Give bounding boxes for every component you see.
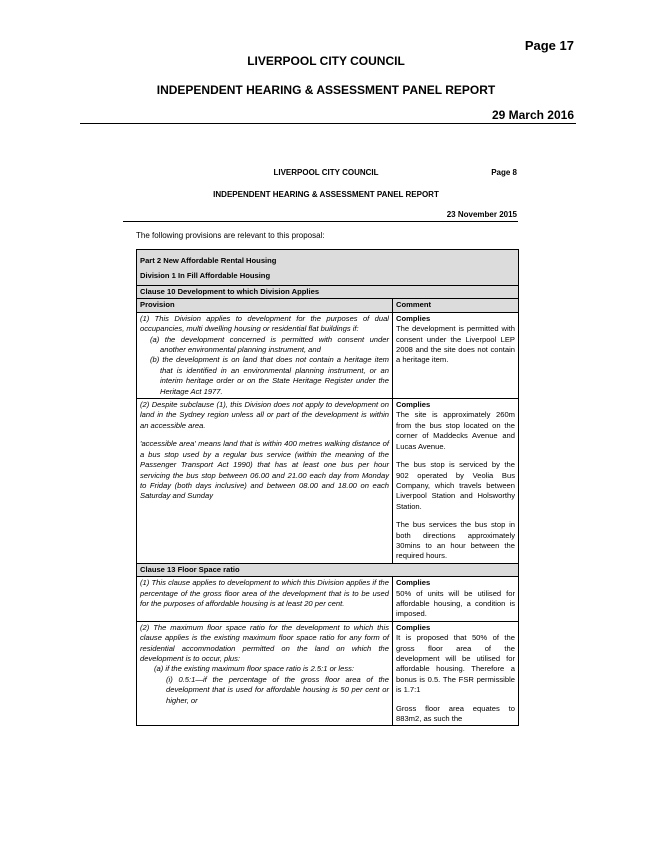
table-row (137, 399, 519, 564)
comment-text: The bus stop is serviced by the 902 operated by Veolia Bus Company, which travels between Liverpool Station and Holsworthy Station. (396, 460, 515, 511)
inner-page-number: Page 8 (491, 168, 517, 177)
provision-text: (2) Despite subclause (1), this Division does not apply to development on land in the Sydney region unless all or part of the development is within an accessible area. (140, 400, 389, 430)
inner-council-name: LIVERPOOL CITY COUNCIL (273, 168, 379, 177)
provision-subitem: (a) the development concerned is permitted with consent under another environmental planning instrument, and (150, 334, 389, 355)
comment-column-header: Comment (393, 299, 519, 312)
clause-10-row (137, 286, 519, 299)
provision-subitem: (a) if the existing maximum floor space ratio is 2.5:1 or less: (154, 664, 355, 674)
clause-10-heading: Clause 10 Development to which Division Applies (137, 286, 519, 299)
outer-council-name: LIVERPOOL CITY COUNCIL (247, 54, 405, 68)
comment-text: The bus services the bus stop in both directions approximately 30mins to an hour between the required hours. (396, 520, 515, 561)
outer-page-number: Page 17 (524, 38, 574, 53)
table-row (137, 577, 519, 622)
comment-text: It is proposed that 50% of the gross floor area of the development will be utilised for affordable housing. Therefore a bonus is 0.5. The FSR permissible is 1.7:1 (396, 633, 515, 695)
comment-text: Gross floor area equates to 883m2, as such the (396, 703, 515, 724)
table-row (137, 312, 519, 398)
part-heading: Part 2 New Affordable Rental Housing (140, 256, 277, 265)
inner-report-title: INDEPENDENT HEARING & ASSESSMENT PANEL REPORT (213, 190, 439, 199)
comment-text: The site is approximately 260m from the bus stop located on the corner of Maddecks Avenue and Lucas Avenue. (396, 410, 515, 451)
inner-report-date: 23 November 2015 (446, 210, 517, 219)
provisions-table (136, 249, 519, 726)
table-row (137, 621, 519, 726)
outer-report-date: 29 March 2016 (491, 108, 574, 122)
division-heading: Division 1 In Fill Affordable Housing (140, 271, 271, 280)
provision-subitem: (b) the development is on land that does not contain a heritage item that is identified in an environmental planning instrument, or an interim heritage order or on the State Heritage Register under the Heritage Act 1977. (150, 355, 389, 396)
table-part-row (137, 250, 519, 286)
comment-text: The development is permitted with consent under the Liverpool LEP 2008 and the site does not contain a heritage item. (396, 324, 515, 365)
compliance-status: Complies (396, 313, 431, 323)
provision-subitem: (i) 0.5:1—if the percentage of the gross floor area of the development that is used for affordable housing is 50 per cent or higher, or (166, 674, 389, 705)
clause-13-heading: Clause 13 Floor Space ratio (137, 563, 519, 576)
clause-13-row (137, 563, 519, 576)
compliance-status: Complies (396, 578, 431, 588)
provision-text: (1) This clause applies to development to which this Division applies if the percentage of the gross floor area of the development that is to be used for the purposes of affordable housing is at least 20 per cent. (140, 578, 389, 608)
provision-text: (1) This Division applies to development for the purposes of dual occupancies, multi dwelling housing or residential flat buildings if: (140, 313, 389, 334)
compliance-status: Complies (396, 400, 431, 410)
provision-text: (2) The maximum floor space ratio for the development to which this clause applies is the existing maximum floor space ratio for any form of residential accommodation permitted on the land on which the development is to occur, plus: (140, 622, 389, 663)
outer-header-rule (80, 123, 576, 124)
comment-text: 50% of units will be utilised for affordable housing, a condition is imposed. (396, 588, 515, 619)
provision-column-header: Provision (137, 299, 393, 312)
intro-text: The following provisions are relevant to this proposal: (136, 231, 325, 240)
inner-header-rule (123, 221, 518, 222)
column-header-row (137, 299, 519, 312)
outer-report-title: INDEPENDENT HEARING & ASSESSMENT PANEL REPORT (156, 83, 496, 97)
compliance-status: Complies (396, 622, 431, 632)
provision-definition: 'accessible area' means land that is within 400 metres walking distance of a bus stop used by a regular bus service (within the meaning of the Passenger Transport Act 1990) that has at least one bus per hour servicing the bus stop between 06.00 and 21.00 each day from Monday to Friday (both days inclusive) and between 08.00 and 18.00 on each Saturday and Sunday (140, 439, 389, 501)
